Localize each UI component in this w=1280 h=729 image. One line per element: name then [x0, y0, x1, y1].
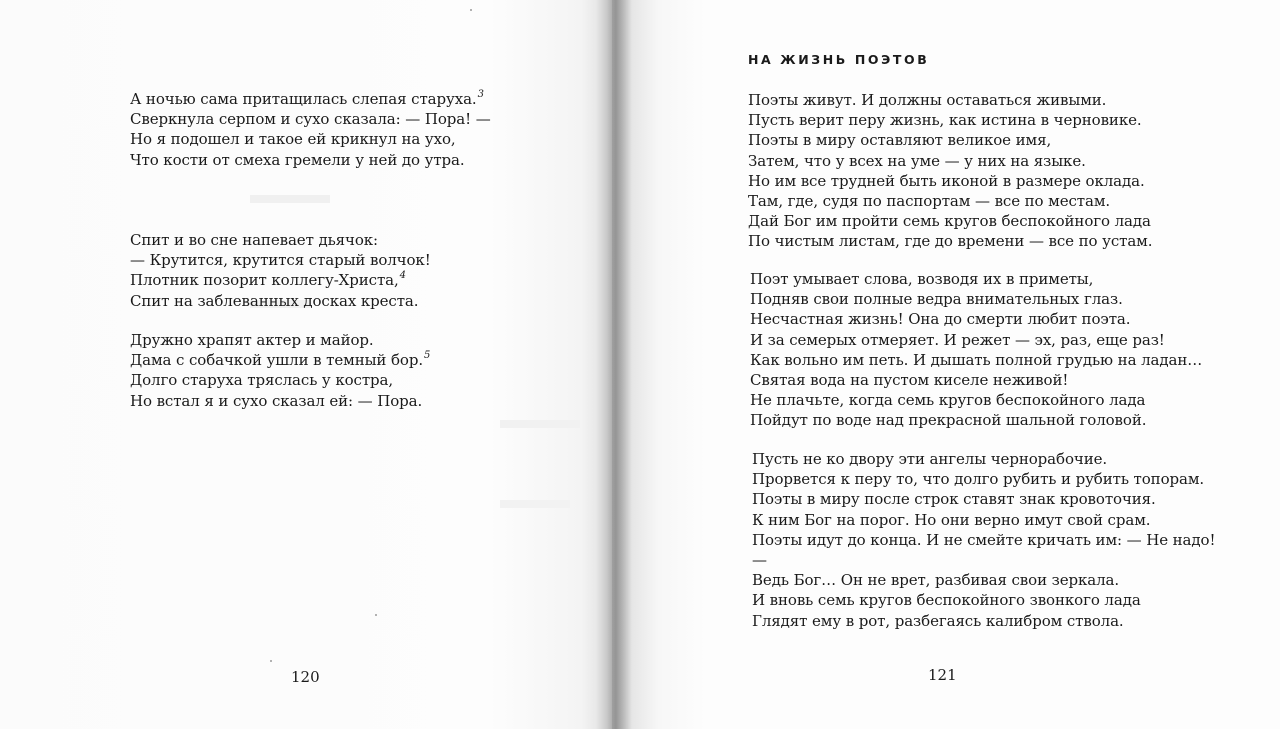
verse-line: Что кости от смеха гремели у ней до утра.	[130, 150, 465, 169]
verse-line: Затем, что у всех на уме — у них на языке.	[748, 151, 1086, 170]
verse-line: Святая вода на пустом киселе неживой!	[750, 371, 1069, 390]
verse-line: — Крутится, крутится старый волчок!	[130, 251, 431, 270]
dust-speck	[470, 9, 472, 11]
stanza-3	[130, 330, 430, 411]
page-number-left: 120	[291, 668, 320, 686]
verse-line: Дама с собачкой ушли в темный бор.$^5$	[130, 350, 431, 370]
verse-line: Но им все трудней быть иконой в размере оклада.	[748, 171, 1145, 190]
verse-line: —	[752, 551, 767, 570]
book-gutter-shadow	[596, 0, 632, 729]
left-page	[0, 0, 612, 729]
verse-line: И за семерых отмеряет. И режет — эх, раз, еще раз!	[750, 330, 1165, 349]
verse-line: Пойдут по воде над прекрасной шальной головой.	[750, 411, 1147, 430]
stanza-r1	[748, 90, 1152, 252]
footnote-marker: 5	[424, 350, 431, 362]
verse-line: Не плачьте, когда семь кругов беспокойного лада	[750, 391, 1146, 410]
verse-line: Подняв свои полные ведра внимательных глаз.	[750, 290, 1123, 309]
bleed-through	[250, 195, 330, 203]
verse-line: Поэт умывает слова, возводя их в приметы,	[750, 270, 1094, 288]
verse-line: Пусть не ко двору эти ангелы чернорабочие.	[752, 450, 1108, 468]
verse-line: Но я подошел и такое ей крикнул на ухо,	[130, 130, 456, 149]
verse-line: К ним Бог на порог. Но они верно имут свой срам.	[752, 510, 1151, 529]
footnote-marker: 3	[477, 89, 484, 100]
verse-line: Сверкнула серпом и сухо сказала: — Пора! —	[130, 110, 491, 129]
bleed-through	[500, 500, 570, 508]
stanza-1	[130, 89, 491, 170]
verse-line: Несчастная жизнь! Она до смерти любит поэта.	[750, 310, 1131, 329]
verse-line: Спит на заблеванных досках креста.	[130, 291, 419, 310]
verse-line: Долго старуха тряслась у костра,	[130, 371, 394, 390]
bleed-through	[500, 420, 580, 428]
verse-line: Глядят ему в рот, разбегаясь калибром ствола.	[752, 611, 1124, 630]
dust-speck	[375, 614, 377, 616]
verse-line: Прорвется к перу то, что долго рубить и рубить топорам.	[752, 470, 1205, 489]
verse-line: Поэты живут. И должны оставаться живыми.	[748, 91, 1107, 109]
page-number-right: 121	[928, 666, 957, 684]
verse-line: По чистым листам, где до времени — все по устам.	[748, 232, 1153, 251]
verse-line: Поэты идут до конца. И не смейте кричать им: — Не надо!	[752, 530, 1216, 549]
verse-line: Пусть верит перу жизнь, как истина в черновике.	[748, 111, 1142, 130]
verse-line: Поэты в миру оставляют великое имя,	[748, 131, 1052, 150]
verse-line: Но встал я и сухо сказал ей: — Пора.	[130, 391, 423, 410]
verse-line: Дружно храпят актер и майор.	[130, 331, 374, 349]
verse-line: Поэты в миру после строк ставят знак кровоточия.	[752, 490, 1156, 509]
stanza-r2	[750, 269, 1202, 431]
stanza-2	[130, 230, 431, 311]
verse-line: Как вольно им петь. И дышать полной грудью на ладан…	[750, 350, 1203, 369]
verse-line: А ночью сама притащилась слепая старуха.$^3$	[130, 89, 484, 108]
verse-line: Плотник позорит коллегу-Христа,$^4$	[130, 270, 406, 290]
verse-line: Дай Бог им пройти семь кругов беспокойного лада	[748, 212, 1151, 231]
stanza-r3	[752, 449, 1215, 631]
poem-title: НА ЖИЗНЬ ПОЭТОВ	[748, 52, 930, 67]
verse-line: Спит и во сне напевает дьячок:	[130, 231, 378, 249]
verse-line: Там, где, судя по паспортам — все по местам.	[748, 192, 1111, 211]
footnote-marker: 4	[399, 270, 406, 282]
verse-line: И вновь семь кругов беспокойного звонкого лада	[752, 591, 1141, 610]
dust-speck	[270, 660, 272, 662]
verse-line: Ведь Бог… Он не врет, разбивая свои зеркала.	[752, 571, 1120, 590]
